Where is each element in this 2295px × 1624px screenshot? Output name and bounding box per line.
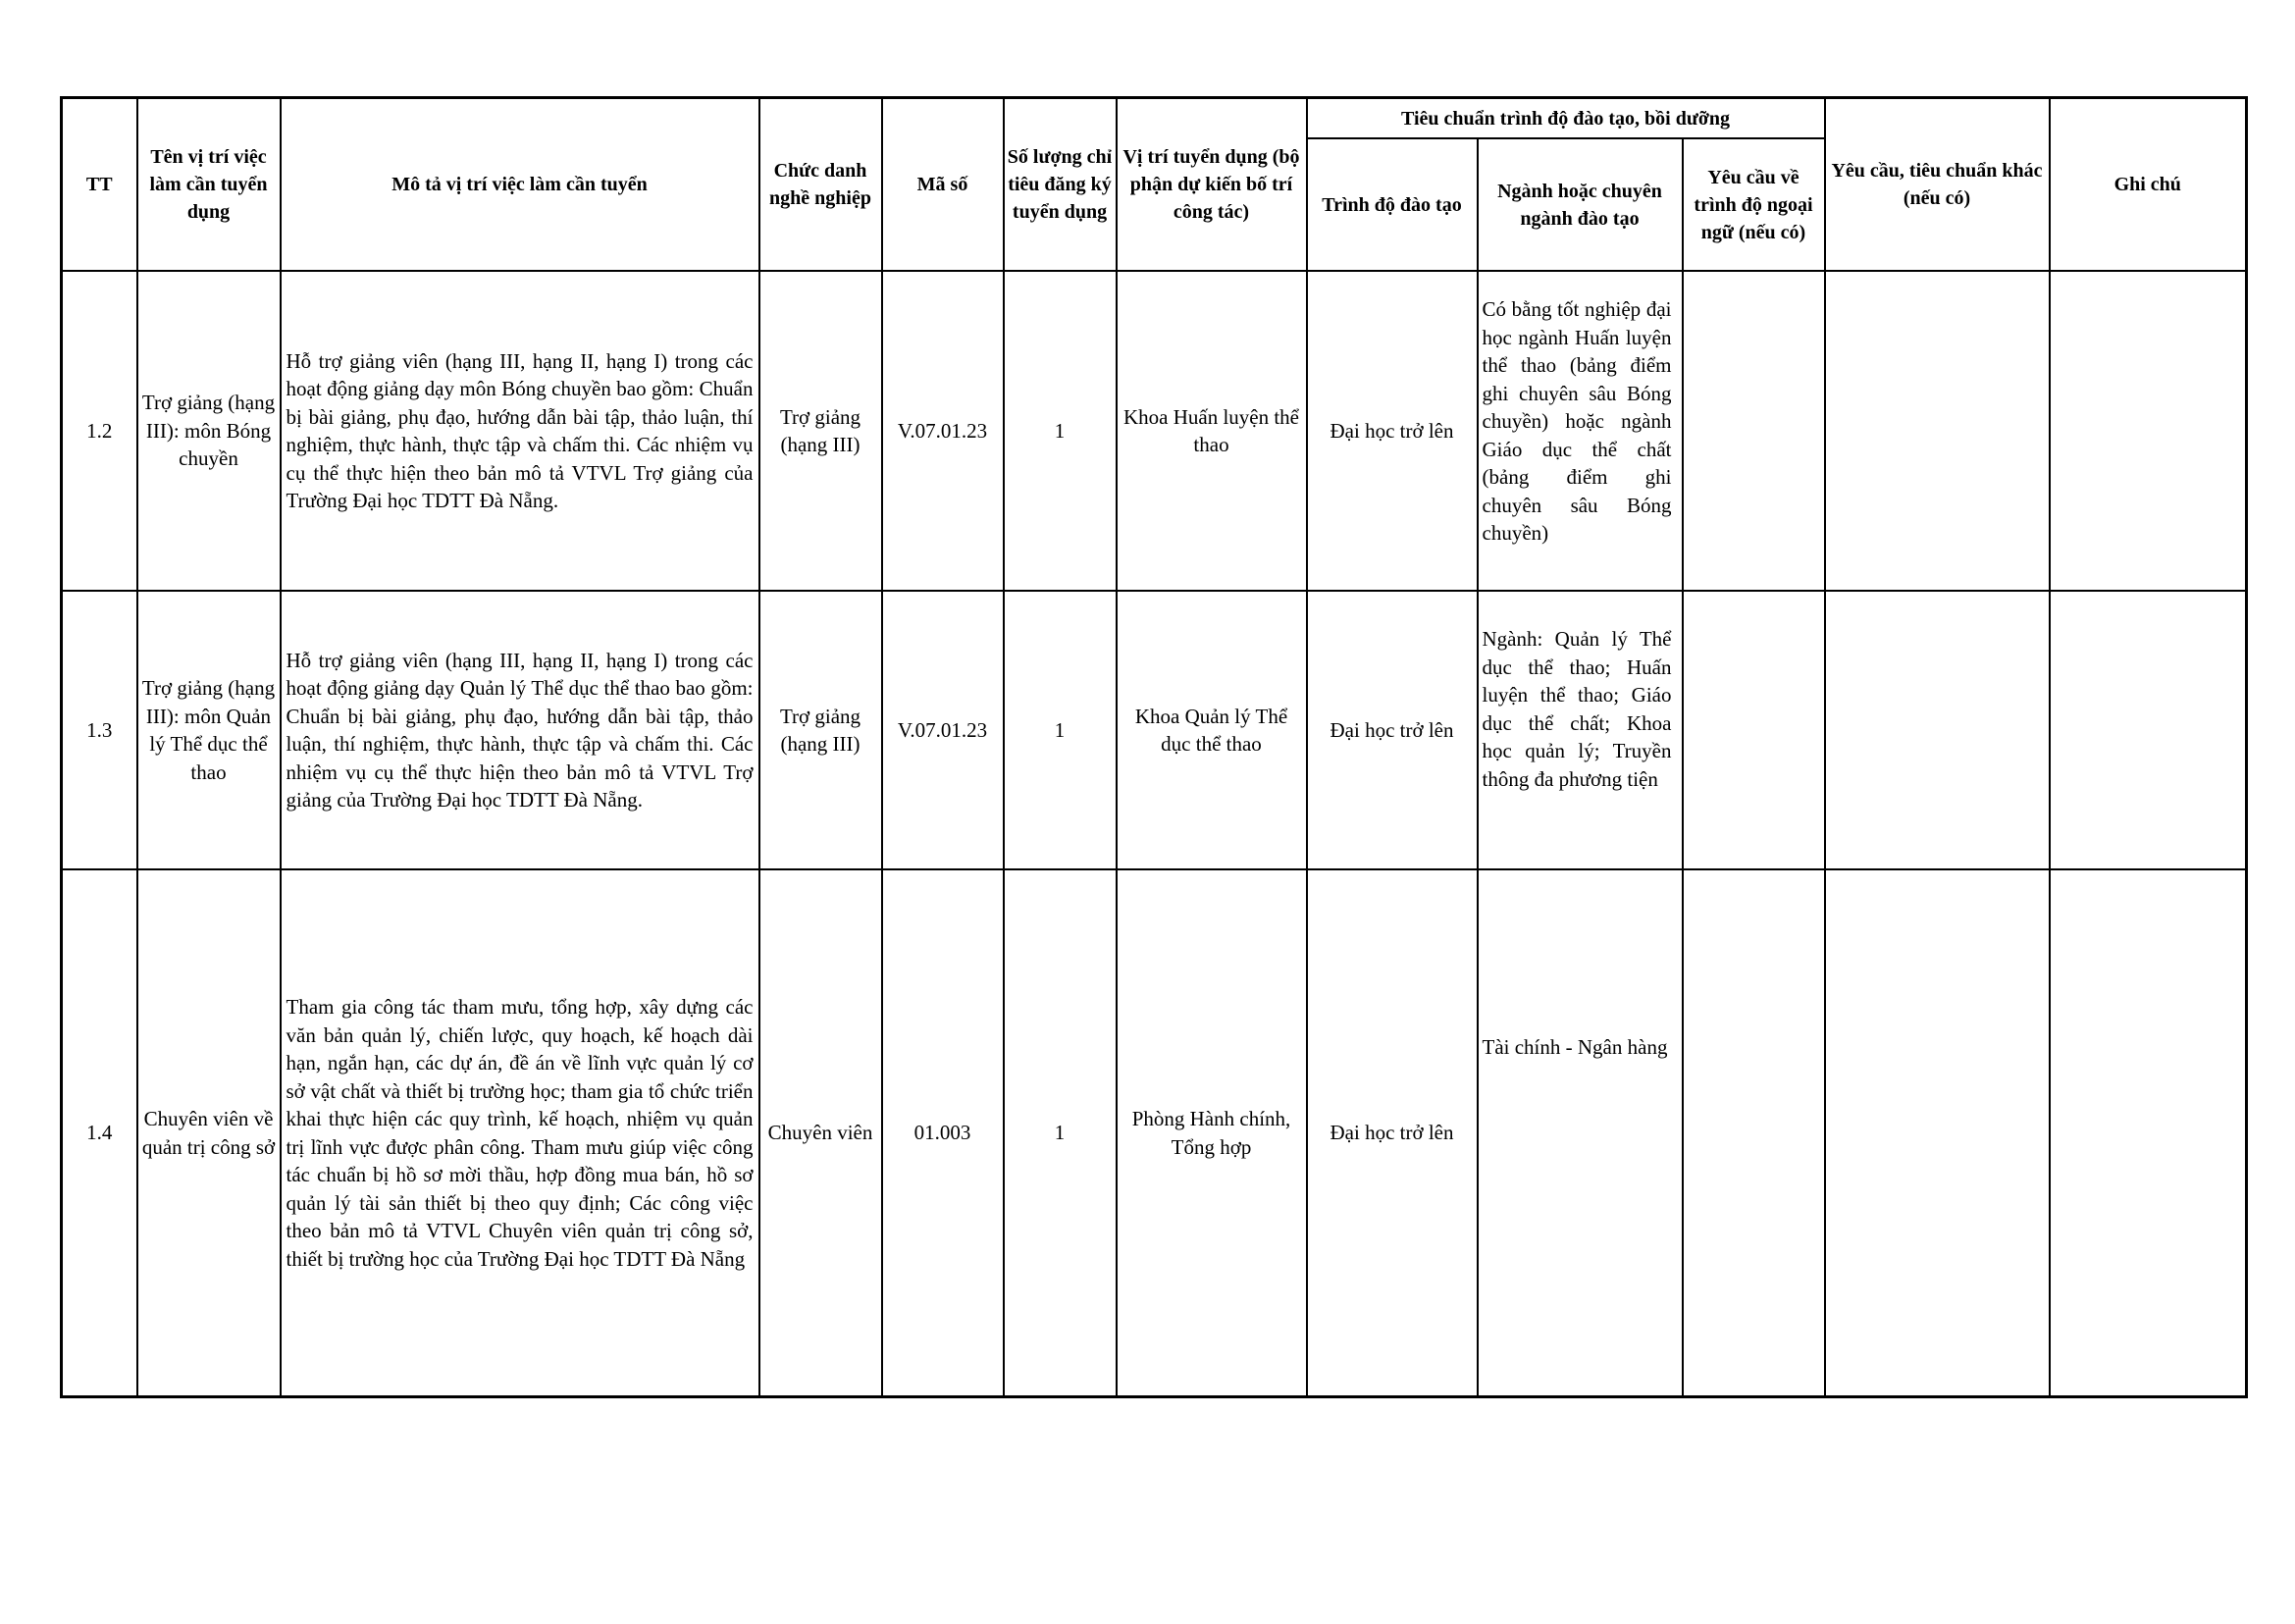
cell-department: Khoa Huấn luyện thể thao xyxy=(1117,271,1307,591)
cell-department: Khoa Quản lý Thể dục thể thao xyxy=(1117,591,1307,869)
cell-code: 01.003 xyxy=(882,869,1004,1397)
cell-tt: 1.2 xyxy=(62,271,137,591)
header-department: Vị trí tuyển dụng (bộ phận dự kiến bố trí công tác) xyxy=(1117,98,1307,272)
recruitment-table xyxy=(60,96,2248,1398)
cell-quota: 1 xyxy=(1004,591,1117,869)
cell-quota: 1 xyxy=(1004,271,1117,591)
header-description: Mô tả vị trí việc làm cần tuyển xyxy=(281,98,759,272)
cell-major: Tài chính - Ngân hàng xyxy=(1478,869,1683,1397)
cell-description: Hỗ trợ giảng viên (hạng III, hạng II, hạng I) trong các hoạt động giảng dạy môn Bóng chuyền bao gồm: Chuẩn bị bài giảng, phụ đạo, hướng dẫn bài tập, thảo luận, thí nghiệm, thực hành, thực tập và chấm thi. Các nhiệm vụ cụ thể thực hiện theo bản mô tả VTVL Trợ giảng của Trường Đại học TDTT Đà Nẵng. xyxy=(281,271,759,591)
header-language: Yêu cầu về trình độ ngoại ngữ (nếu có) xyxy=(1683,138,1825,271)
cell-major: Có bằng tốt nghiệp đại học ngành Huấn luyện thể thao (bảng điểm ghi chuyên sâu Bóng chuyền) hoặc ngành Giáo dục thể chất (bảng điểm ghi chuyên sâu Bóng chuyền) xyxy=(1478,271,1683,591)
cell-description: Tham gia công tác tham mưu, tổng hợp, xây dựng các văn bản quản lý, chiến lược, quy hoạch, kế hoạch dài hạn, ngắn hạn, các dự án, đề án về lĩnh vực quản lý cơ sở vật chất và thiết bị trường học; tham gia tổ chức triển khai thực hiện các quy trình, kế hoạch, nhiệm vụ quản trị lĩnh vực được phân công. Tham mưu giúp việc công tác chuẩn bị hồ sơ mời thầu, hợp đồng mua bán, hồ sơ quản lý tài sản thiết bị theo quy định; Các công việc theo bản mô tả VTVL Chuyên viên quản trị công sở, thiết bị trường học của Trường Đại học TDTT Đà Nẵng xyxy=(281,869,759,1397)
header-note: Ghi chú xyxy=(2050,98,2247,272)
cell-note xyxy=(2050,271,2247,591)
cell-level: Đại học trở lên xyxy=(1307,591,1478,869)
cell-description: Hỗ trợ giảng viên (hạng III, hạng II, hạng I) trong các hoạt động giảng dạy Quản lý Thể dục thể thao bao gồm: Chuẩn bị bài giảng, phụ đạo, hướng dẫn bài tập, thảo luận, thí nghiệm, thực hành, thực tập và chấm thi. Các nhiệm vụ cụ thể thực hiện theo bản mô tả VTVL Trợ giảng của Trường Đại học TDTT Đà Nẵng. xyxy=(281,591,759,869)
header-quota: Số lượng chỉ tiêu đăng ký tuyển dụng xyxy=(1004,98,1117,272)
cell-level: Đại học trở lên xyxy=(1307,869,1478,1397)
cell-code: V.07.01.23 xyxy=(882,271,1004,591)
header-tt: TT xyxy=(62,98,137,272)
cell-language xyxy=(1683,869,1825,1397)
table-row xyxy=(62,271,2247,591)
cell-level: Đại học trở lên xyxy=(1307,271,1478,591)
cell-note xyxy=(2050,591,2247,869)
cell-language xyxy=(1683,271,1825,591)
header-row-1 xyxy=(62,98,2247,139)
cell-title: Trợ giảng (hạng III) xyxy=(759,591,882,869)
cell-other xyxy=(1825,271,2050,591)
header-other: Yêu cầu, tiêu chuẩn khác (nếu có) xyxy=(1825,98,2050,272)
cell-position: Trợ giảng (hạng III): môn Quản lý Thể dục thể thao xyxy=(137,591,281,869)
cell-tt: 1.3 xyxy=(62,591,137,869)
cell-title: Chuyên viên xyxy=(759,869,882,1397)
header-level: Trình độ đào tạo xyxy=(1307,138,1478,271)
header-title: Chức danh nghề nghiệp xyxy=(759,98,882,272)
header-training-group: Tiêu chuẩn trình độ đào tạo, bồi dưỡng xyxy=(1307,98,1825,139)
table-row xyxy=(62,869,2247,1397)
cell-position: Trợ giảng (hạng III): môn Bóng chuyền xyxy=(137,271,281,591)
header-position: Tên vị trí việc làm cần tuyển dụng xyxy=(137,98,281,272)
cell-title: Trợ giảng (hạng III) xyxy=(759,271,882,591)
cell-department: Phòng Hành chính, Tổng hợp xyxy=(1117,869,1307,1397)
cell-major: Ngành: Quản lý Thể dục thể thao; Huấn luyện thể thao; Giáo dục thể chất; Khoa học quản lý; Truyền thông đa phương tiện xyxy=(1478,591,1683,869)
header-major: Ngành hoặc chuyên ngành đào tạo xyxy=(1478,138,1683,271)
cell-other xyxy=(1825,591,2050,869)
cell-note xyxy=(2050,869,2247,1397)
header-code: Mã số xyxy=(882,98,1004,272)
cell-quota: 1 xyxy=(1004,869,1117,1397)
table-row xyxy=(62,591,2247,869)
cell-tt: 1.4 xyxy=(62,869,137,1397)
cell-position: Chuyên viên về quản trị công sở xyxy=(137,869,281,1397)
cell-code: V.07.01.23 xyxy=(882,591,1004,869)
cell-other xyxy=(1825,869,2050,1397)
cell-language xyxy=(1683,591,1825,869)
